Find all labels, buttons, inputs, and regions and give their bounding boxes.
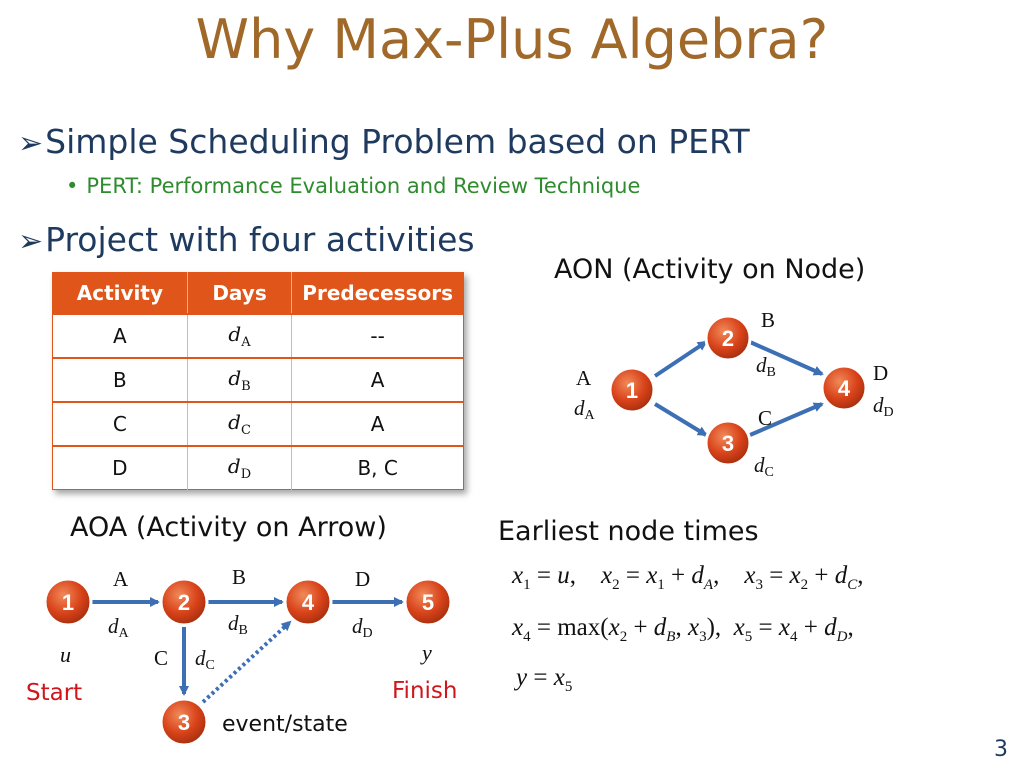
finish-label: Finish bbox=[392, 678, 458, 704]
cell-activity: B bbox=[53, 358, 188, 402]
aoa-label-a: A bbox=[113, 567, 129, 591]
aon-node-3 bbox=[706, 421, 750, 465]
aon-duration-a: dA bbox=[574, 396, 595, 423]
start-label: Start bbox=[26, 680, 83, 706]
aon-duration-b: dB bbox=[756, 353, 776, 380]
equation-line-3: $y = x_5$ bbox=[516, 664, 573, 695]
cell-pred: -- bbox=[292, 314, 464, 358]
cell-activity: C bbox=[53, 402, 188, 446]
bullet-text: Project with four activities bbox=[45, 220, 475, 259]
col-predecessors: Predecessors bbox=[292, 273, 464, 315]
svg-text:4: 4 bbox=[837, 376, 851, 401]
slide-title: Why Max-Plus Algebra? bbox=[195, 8, 829, 71]
aon-label-b: B bbox=[761, 308, 776, 332]
col-activity: Activity bbox=[53, 273, 188, 315]
cell-days: $d_D$ bbox=[187, 446, 292, 490]
aoa-node-1 bbox=[45, 579, 91, 625]
svg-text:2: 2 bbox=[177, 590, 191, 615]
aoa-label-c: C bbox=[154, 646, 169, 670]
svg-text:3: 3 bbox=[721, 431, 735, 456]
aon-arrow-1-2 bbox=[655, 342, 706, 376]
aon-label-c: C bbox=[758, 406, 773, 430]
aon-label-d: D bbox=[873, 361, 889, 385]
aoa-node-2 bbox=[161, 579, 207, 625]
cell-days: $d_C$ bbox=[187, 402, 292, 446]
aoa-heading: AOA (Activity on Arrow) bbox=[70, 512, 387, 543]
aon-node-2 bbox=[706, 316, 750, 360]
cell-activity: D bbox=[53, 446, 188, 490]
sub-bullet-text: PERT: Performance Evaluation and Review Technique bbox=[86, 174, 641, 198]
svg-text:2: 2 bbox=[721, 326, 735, 351]
aoa-node-3 bbox=[161, 699, 207, 745]
aon-arrow-1-3 bbox=[655, 404, 706, 435]
aoa-duration-c: dC bbox=[195, 646, 215, 673]
page-number: 3 bbox=[994, 737, 1008, 762]
aon-node-4 bbox=[822, 366, 866, 410]
aoa-node-5 bbox=[405, 579, 451, 625]
svg-text:3: 3 bbox=[177, 710, 191, 735]
aoa-output-y: y bbox=[422, 640, 432, 665]
aoa-node-4 bbox=[285, 579, 331, 625]
svg-text:1: 1 bbox=[61, 590, 75, 615]
equation-line-1: $x_1 = u$, $x_2 = x_1 + d_A$, $x_3 = x_2 + d_C$, bbox=[512, 562, 864, 593]
bullet-text: Simple Scheduling Problem based on PERT bbox=[45, 122, 750, 161]
bullet-arrow-icon: ➢ bbox=[18, 224, 44, 259]
aoa-duration-a: dA bbox=[108, 614, 129, 641]
bullet-dot-icon: • bbox=[66, 174, 79, 198]
equations-heading: Earliest node times bbox=[498, 516, 759, 547]
aon-node-1 bbox=[610, 368, 654, 412]
event-state-label: event/state bbox=[222, 712, 348, 737]
aon-heading: AON (Activity on Node) bbox=[554, 254, 866, 285]
aon-duration-c: dC bbox=[754, 453, 774, 480]
aoa-duration-b: dB bbox=[228, 611, 248, 638]
svg-text:4: 4 bbox=[301, 590, 315, 615]
svg-text:1: 1 bbox=[625, 378, 639, 403]
cell-pred: B, C bbox=[292, 446, 464, 490]
aoa-label-b: B bbox=[232, 565, 247, 589]
svg-text:5: 5 bbox=[421, 590, 435, 615]
aon-duration-d: dD bbox=[873, 393, 894, 420]
cell-days: $d_A$ bbox=[187, 314, 292, 358]
cell-pred: A bbox=[292, 402, 464, 446]
cell-days: $d_B$ bbox=[187, 358, 292, 402]
col-days: Days bbox=[187, 273, 292, 315]
aoa-label-d: D bbox=[355, 567, 371, 591]
equation-line-2: $x_4 = \max(x_2 + d_B$, $x_3$), $x_5 = x_4 + d_D$, bbox=[512, 614, 854, 645]
aoa-input-u: u bbox=[60, 642, 71, 667]
aoa-duration-d: dD bbox=[352, 614, 373, 641]
bullet-arrow-icon: ➢ bbox=[18, 126, 44, 161]
cell-activity: A bbox=[53, 314, 188, 358]
cell-pred: A bbox=[292, 358, 464, 402]
aon-label-a: A bbox=[576, 366, 592, 390]
